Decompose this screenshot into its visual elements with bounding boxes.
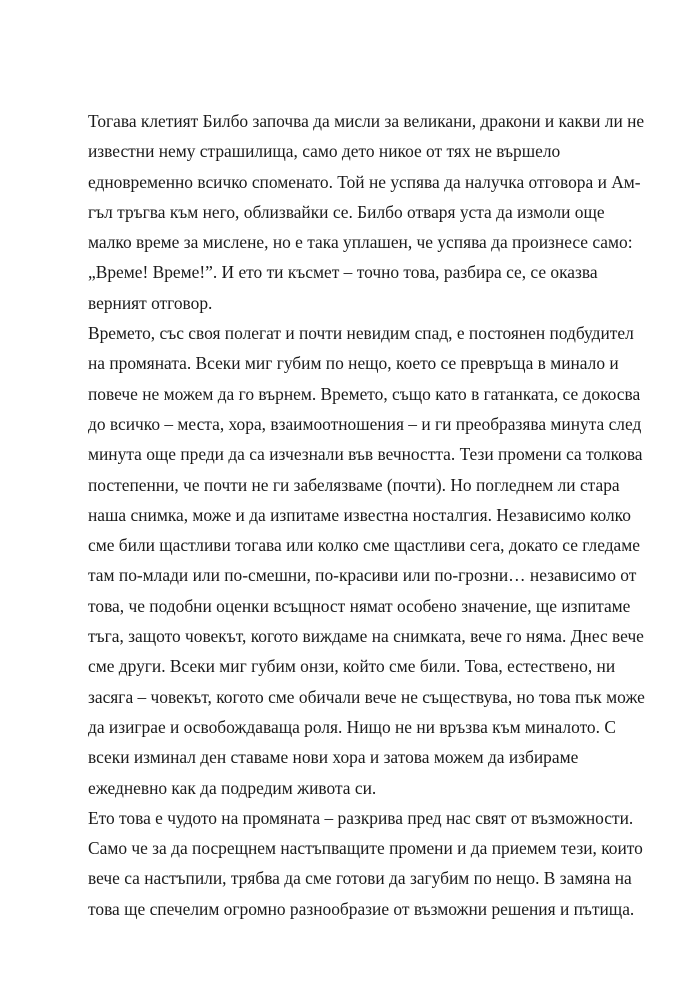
text-line: ежедневно как да подредим живота си. (88, 777, 377, 798)
text-line: Времето, със своя полегат и почти невидим спад, е постоянен подбудител (88, 323, 634, 344)
text-line: Ето това е чудото на промяната – разкрива пред нас свят от възможности. (88, 807, 634, 828)
text-line: Само че за да посрещнем настъпващите промени и да приемем тези, които (88, 838, 643, 859)
text-line: верният отговор. (88, 292, 213, 313)
text-line: известни нему страшилища, само дето никое от тях не вършело (88, 141, 561, 162)
text-line: там по-млади или по-смешни, по-красиви или по-грозни… независимо от (88, 565, 637, 586)
text-line: постепенни, че почти не ги забелязваме (почти). Но погледнем ли стара (88, 474, 620, 495)
text-line: гъл тръгва към него, облизвайки се. Билбо отваря уста да измоли още (88, 201, 605, 222)
body-text (88, 106, 645, 924)
text-line: сме други. Всеки миг губим онзи, който сме били. Това, естествено, ни (88, 656, 616, 677)
text-line: всеки изминал ден ставаме нови хора и затова можем да избираме (88, 747, 579, 768)
text-line: едновременно всичко споменато. Той не успява да налучка отговора и Ам- (88, 171, 641, 192)
text-line: минута още преди да са изчезнали във вечността. Тези промени са толкова (88, 444, 643, 465)
text-line: вече са настъпили, трябва да сме готови да загубим по нещо. В замяна на (88, 868, 632, 889)
text-line: да изиграе и освобождаваща роля. Нищо не ни връзва към миналото. С (88, 716, 616, 737)
text-line: наша снимка, може и да изпитаме известна носталгия. Независимо колко (88, 504, 631, 525)
text-line: до всичко – места, хора, взаимоотношения – и ги преобразява минута след (88, 413, 642, 434)
text-line: повече не можем да го върнем. Времето, също като в гатанката, се докосва (88, 383, 641, 404)
text-line: тъга, защото човекът, когото виждаме на снимката, вече го няма. Днес вече (88, 626, 644, 647)
text-line: малко време за мислене, но е така уплашен, че успява да произнесе само: (88, 232, 633, 253)
text-line: „Време! Време!”. И ето ти късмет – точно това, разбира се, се оказва (88, 262, 598, 283)
text-line: засяга – човекът, когото сме обичали вече не съществува, но това пък може (88, 686, 645, 707)
text-line: това ще спечелим огромно разнообразие от възможни решения и пътища. (88, 898, 635, 919)
text-line: това, че подобни оценки всъщност нямат особено значение, ще изпитаме (88, 595, 631, 616)
text-line: сме били щастливи тогава или колко сме щастливи сега, докато се гледаме (88, 535, 640, 556)
text-line: на промяната. Всеки миг губим по нещо, което се превръща в минало и (88, 353, 619, 374)
text-line: Тогава клетият Билбо започва да мисли за великани, дракони и какви ли не (88, 111, 645, 131)
